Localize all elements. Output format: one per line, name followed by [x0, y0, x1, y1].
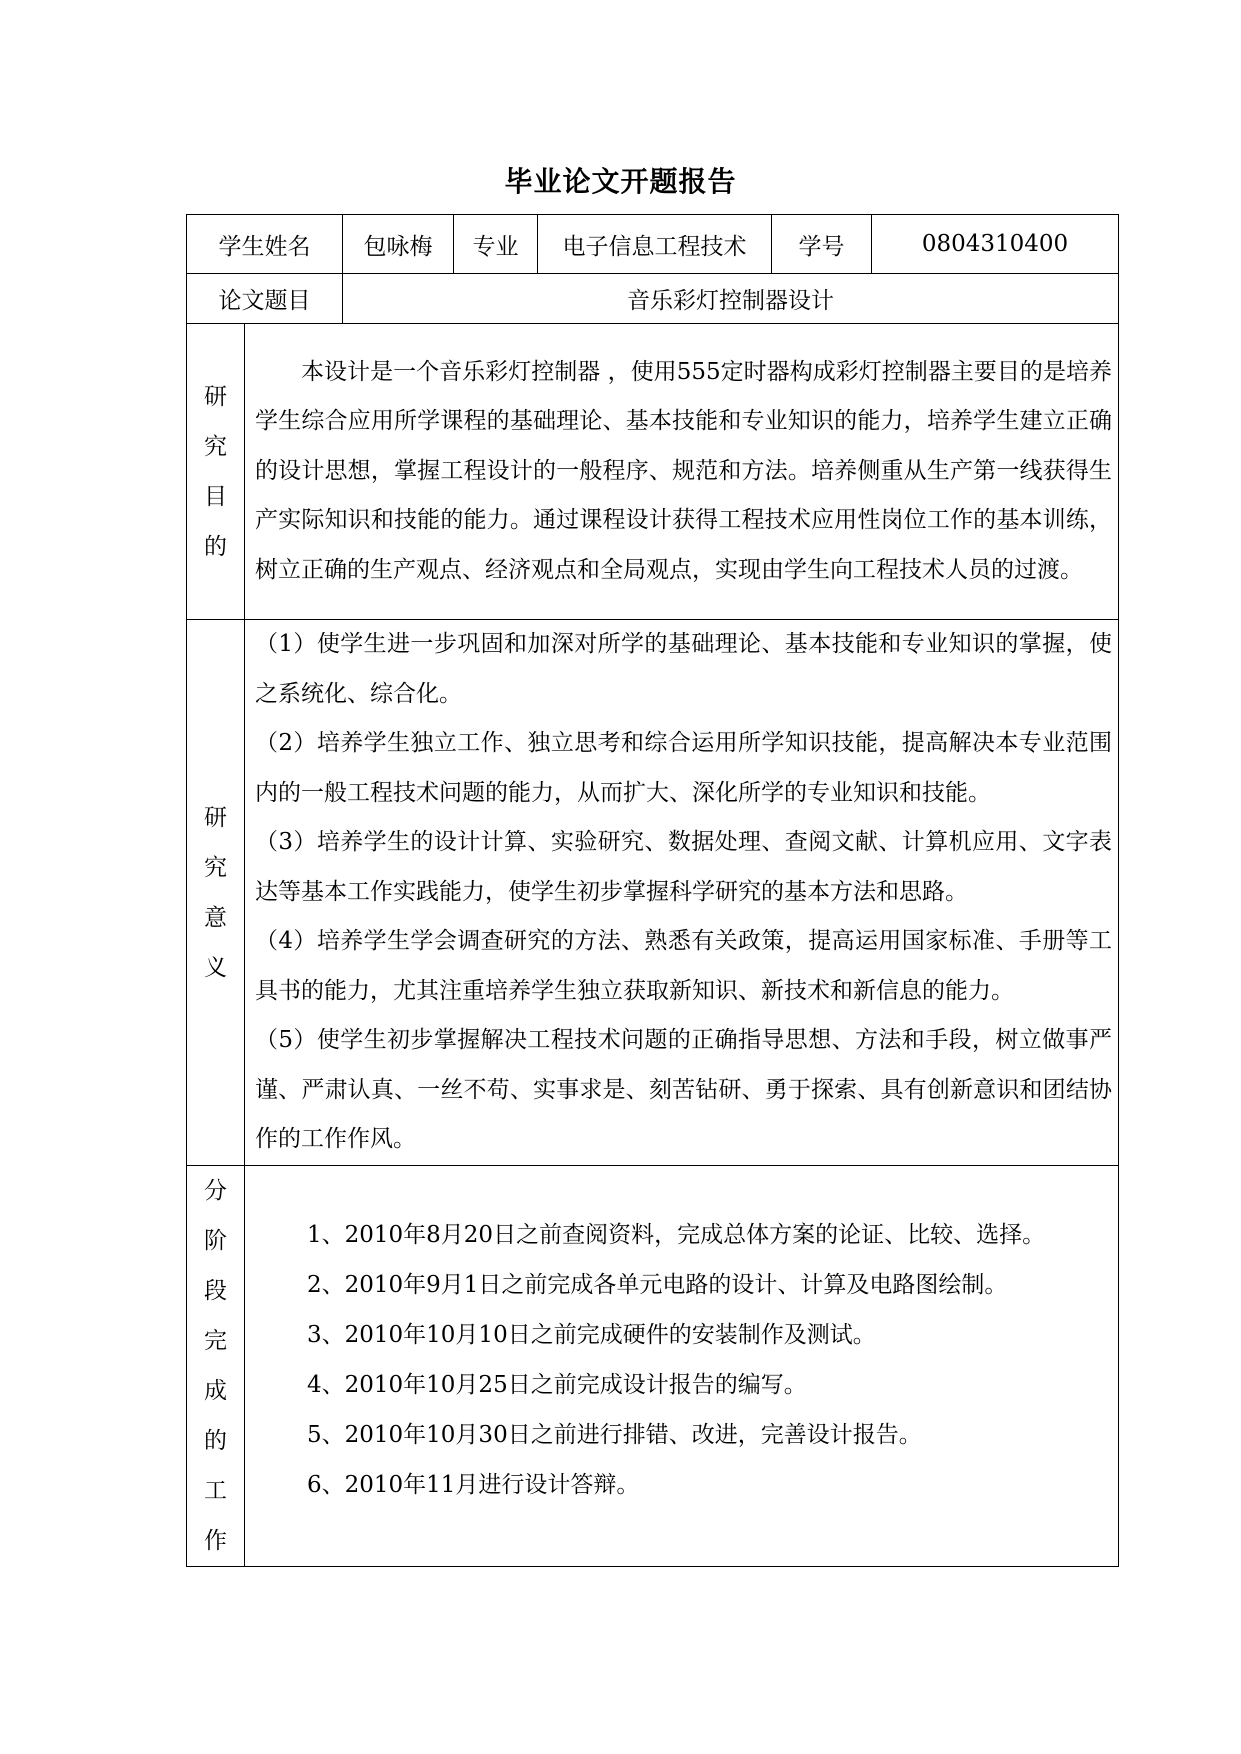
student-name-label: 学生姓名 — [187, 215, 343, 274]
topic-row — [187, 274, 1119, 324]
significance-item: （2）培养学生独立工作、独立思考和综合运用所学知识技能，提高解决本专业范围内的一般工程技术问题的能力，从而扩大、深化所学的专业知识和技能。 — [255, 730, 1112, 806]
purpose-label — [187, 324, 245, 620]
purpose-row — [187, 324, 1119, 620]
significance-item: （3）培养学生的设计计算、实验研究、数据处理、查阅文献、计算机应用、文字表达等基本工作实践能力，使学生初步掌握科学研究的基本方法和思路。 — [255, 829, 1112, 905]
page-title: 毕业论文开题报告 — [504, 165, 737, 198]
purpose-label-char: 的 — [204, 533, 227, 560]
stages-label-char: 分 — [204, 1178, 227, 1204]
stages-row — [187, 1166, 1119, 1567]
stage-item: 5、2010年10月30日之前进行排错、改进，完善设计报告。 — [307, 1422, 922, 1448]
purpose-content — [245, 324, 1119, 620]
stages-label-char: 成 — [204, 1378, 227, 1404]
stages-label-char: 完 — [204, 1328, 227, 1354]
significance-content — [245, 620, 1119, 1166]
purpose-label-char: 究 — [204, 433, 227, 460]
significance-item: （5）使学生初步掌握解决工程技术问题的正确指导思想、方法和手段，树立做事严谨、严肃认真、一丝不苟、实事求是、刻苦钻研、勇于探索、具有创新意识和团结协作的工作作风。 — [255, 1027, 1112, 1153]
significance-label-char: 意 — [204, 904, 227, 931]
significance-label-char: 研 — [204, 804, 227, 831]
significance-row — [187, 620, 1119, 1166]
stage-item: 4、2010年10月25日之前完成设计报告的编写。 — [307, 1372, 807, 1398]
significance-item: （4）培养学生学会调查研究的方法、熟悉有关政策，提高运用国家标准、手册等工具书的能力，尤其注重培养学生独立获取新知识、新技术和新信息的能力。 — [255, 928, 1112, 1004]
significance-label-char: 究 — [204, 854, 227, 881]
topic-label: 论文题目 — [187, 274, 343, 324]
stages-label-char: 工 — [204, 1478, 227, 1504]
stage-item: 2、2010年9月1日之前完成各单元电路的设计、计算及电路图绘制。 — [307, 1272, 1008, 1298]
student-id-label: 学号 — [772, 215, 872, 274]
major-label: 专业 — [454, 215, 538, 274]
student-id-value: 0804310400 — [872, 215, 1119, 274]
purpose-label-char: 目 — [204, 483, 227, 510]
stage-item: 6、2010年11月进行设计答辩。 — [307, 1472, 640, 1498]
stage-item: 1、2010年8月20日之前查阅资料，完成总体方案的论证、比较、选择。 — [307, 1222, 1046, 1248]
stages-label-char: 作 — [204, 1528, 227, 1554]
stages-label-char: 阶 — [204, 1228, 227, 1254]
significance-label — [187, 620, 245, 1166]
stages-content — [245, 1166, 1119, 1567]
significance-item: （1）使学生进一步巩固和加深对所学的基础理论、基本技能和专业知识的掌握，使之系统化、综合化。 — [255, 631, 1112, 707]
significance-label-char: 义 — [204, 954, 227, 981]
report-table — [186, 214, 1119, 1567]
stages-label-char: 段 — [204, 1278, 227, 1304]
purpose-text: 本设计是一个音乐彩灯控制器 ，使用555定时器构成彩灯控制器主要目的是培养学生综合应用所学课程的基础理论、基本技能和专业知识的能力，培养学生建立正确的设计思想，掌握工程设计的一般程序、规范和方法。培养侧重从生产第一线获得生产实际知识和技能的能力。通过课程设计获得工程技术应用性岗位工作的基本训练，树立正确的生产观点、经济观点和全局观点，实现由学生向工程技术人员的过渡。 — [255, 358, 1112, 583]
topic-value: 音乐彩灯控制器设计 — [343, 274, 1119, 324]
purpose-label-char: 研 — [204, 383, 227, 410]
stages-label — [187, 1166, 245, 1567]
major-value: 电子信息工程技术 — [538, 215, 772, 274]
stage-item: 3、2010年10月10日之前完成硬件的安装制作及测试。 — [307, 1322, 876, 1348]
stages-label-char: 的 — [204, 1428, 227, 1454]
student-info-row — [187, 215, 1119, 274]
student-name-value: 包咏梅 — [343, 215, 454, 274]
